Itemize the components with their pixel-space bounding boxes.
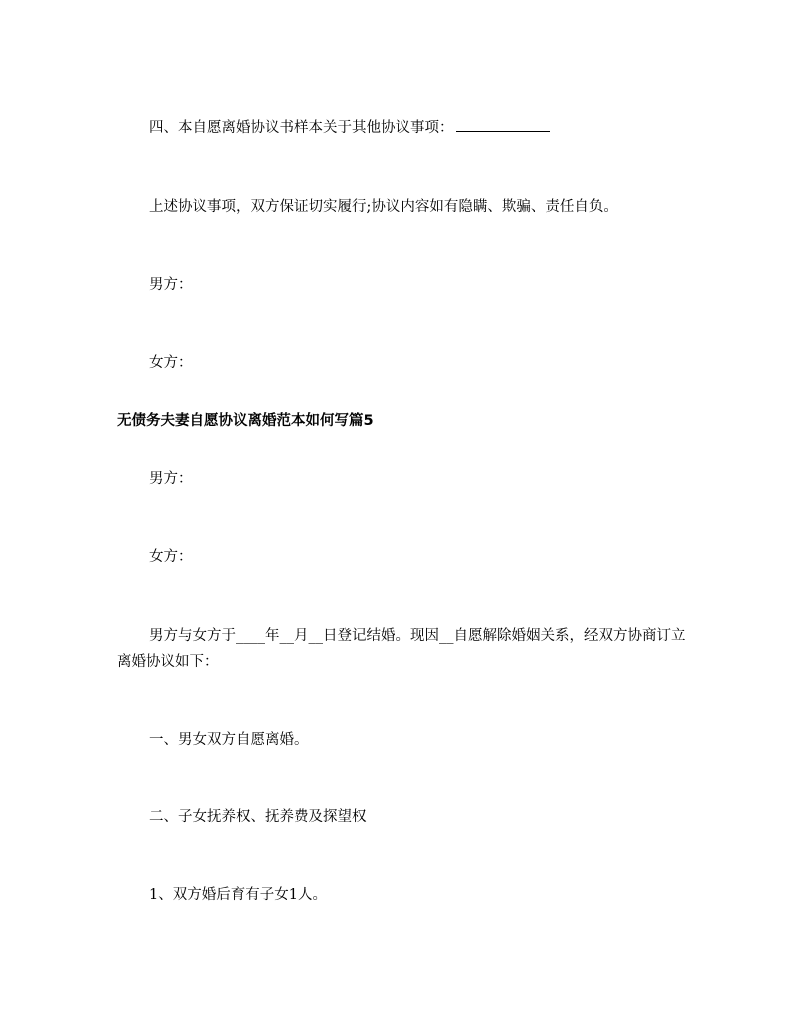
male-label-2: 男方： xyxy=(149,471,193,487)
fill-in-blank xyxy=(456,119,550,132)
clause-2-1: 1、双方婚后育有子女1人。 xyxy=(149,887,327,903)
male-label: 男方： xyxy=(149,277,193,293)
commitment-line: 上述协议事项，双方保证切实履行;协议内容如有隐瞒、欺骗、责任自负。 xyxy=(149,199,618,215)
clause-1: 一、男女双方自愿离婚。 xyxy=(149,732,309,748)
marriage-paragraph: 男方与女方于____年__月__日登记结婚。现因__自愿解除婚姻关系，经双方协商订立离婚协议如下： xyxy=(117,628,686,670)
item4-text: 四、本自愿离婚协议书样本关于其他协议事项： xyxy=(149,120,454,136)
item4-line xyxy=(149,118,550,138)
female-label: 女方： xyxy=(149,355,193,371)
clause-2: 二、子女抚养权、抚养费及探望权 xyxy=(149,809,367,825)
female-label-2: 女方： xyxy=(149,549,193,565)
section-title: 无债务夫妻自愿协议离婚范本如何写篇5 xyxy=(117,413,374,429)
